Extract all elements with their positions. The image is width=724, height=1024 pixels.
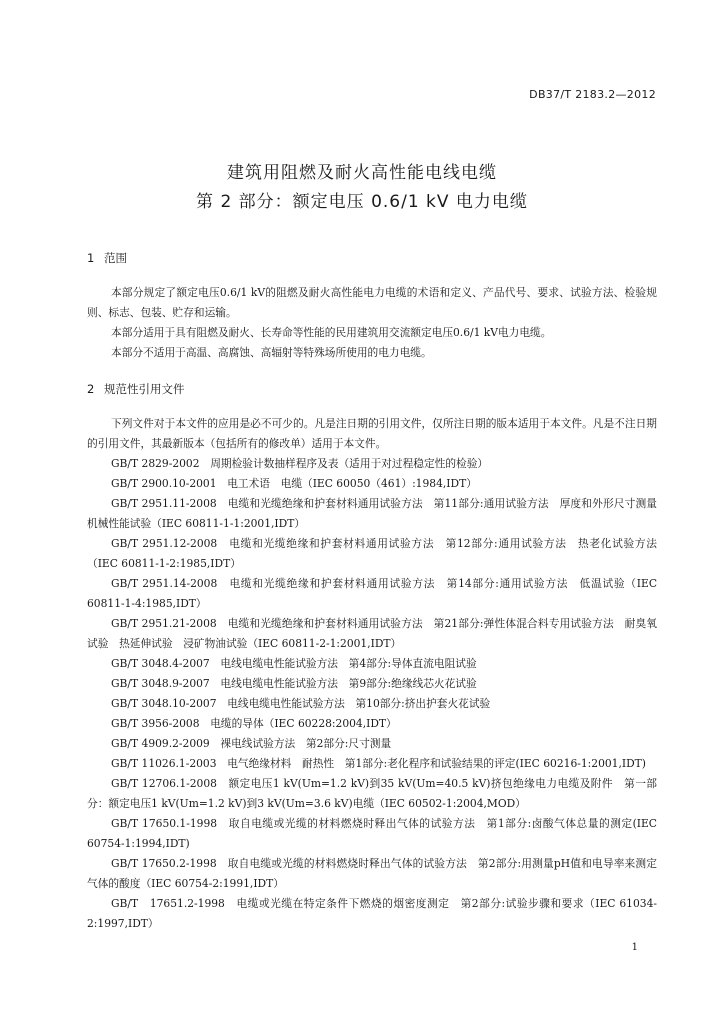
section-number: 1	[87, 251, 95, 265]
section-2-heading	[87, 381, 185, 397]
reference-item: GB/T 2951.12-2008 电缆和光缆绝缘和护套材料通用试验方法 第12部分:通用试验方法 热老化试验方法（IEC 60811-1-2:1985,IDT）	[87, 537, 657, 570]
reference-item: GB/T 4909.2-2009 裸电线试验方法 第2部分:尺寸测量	[111, 737, 392, 750]
reference-item: GB/T 2951.21-2008 电缆和光缆绝缘和护套材料通用试验方法 第21部分:弹性体混合料专用试验方法 耐臭氧试验 热延伸试验 浸矿物油试验（IEC 60811-2-1:2001,IDT）	[87, 617, 657, 650]
reference-item: GB/T 2951.11-2008 电缆和光缆绝缘和护套材料通用试验方法 第11部分:通用试验方法 厚度和外形尺寸测量 机械性能试验（IEC 60811-1-1:2001,IDT）	[87, 497, 668, 530]
reference-item: GB/T 3048.4-2007 电线电缆电性能试验方法 第4部分:导体直流电阻试验	[111, 657, 477, 670]
section-1-heading	[87, 250, 127, 266]
reference-item: GB/T 17651.2-1998 电缆或光缆在特定条件下燃烧的烟密度测定 第2部分:试验步骤和要求（IEC 61034-2:1997,IDT）	[87, 897, 657, 930]
paragraph: 下列文件对于本文件的应用是必不可少的。凡是注日期的引用文件，仅所注日期的版本适用于本文件。凡是不注日期的引用文件，其最新版本（包括所有的修改单）适用于本文件。	[87, 417, 657, 450]
section-number: 2	[87, 382, 95, 396]
reference-item: GB/T 2900.10-2001 电工术语 电缆（IEC 60050（461）:1984,IDT）	[111, 477, 477, 490]
document-title-line-2: 第 2 部分：额定电压 0.6/1 kV 电力电缆	[196, 192, 528, 212]
document-title-line-1: 建筑用阻燃及耐火高性能电线电缆	[227, 163, 497, 183]
reference-item: GB/T 2951.14-2008 电缆和光缆绝缘和护套材料通用试验方法 第14部分:通用试验方法 低温试验（IEC 60811-1-4:1985,IDT）	[87, 577, 657, 610]
reference-item: GB/T 17650.1-1998 取自电缆或光缆的材料燃烧时释出气体的试验方法 第1部分:卤酸气体总量的测定(IEC 60754-1:1994,IDT)	[87, 817, 657, 850]
reference-item: GB/T 12706.1-2008 额定电压1 kV(Um=1.2 kV)到35 kV(Um=40.5 kV)挤包绝缘电力电缆及附件 第一部分：额定电压1 kV(Um=1.2 kV)到3 kV(Um=3.6 kV)电缆（IEC 60502-1:2004,MOD）	[87, 777, 657, 810]
section-1-body	[87, 283, 657, 363]
reference-item: GB/T 17650.2-1998 取自电缆或光缆的材料燃烧时释出气体的试验方法 第2部分:用测量pH值和电导率来测定气体的酸度（IEC 60754-2:1991,IDT）	[87, 857, 657, 890]
reference-item: GB/T 2829-2002 周期检验计数抽样程序及表（适用于对过程稳定性的检验）	[111, 457, 489, 470]
reference-item: GB/T 11026.1-2003 电气绝缘材料 耐热性 第1部分:老化程序和试验结果的评定(IEC 60216-1:2001,IDT)	[111, 757, 646, 770]
paragraph: 本部分规定了额定电压0.6/1 kV的阻燃及耐火高性能电力电缆的术语和定义、产品代号、要求、试验方法、检验规则、标志、包装、贮存和运输。	[87, 286, 657, 319]
section-2-body	[87, 414, 668, 934]
standard-code: DB37/T 2183.2—2012	[529, 88, 656, 101]
page-number: 1	[631, 942, 638, 953]
section-title: 范围	[104, 251, 127, 265]
section-title: 规范性引用文件	[104, 382, 185, 396]
paragraph: 本部分适用于具有阻燃及耐火、长寿命等性能的民用建筑用交流额定电压0.6/1 kV电力电缆。	[111, 326, 552, 339]
reference-item: GB/T 3956-2008 电缆的导体（IEC 60228:2004,IDT）	[111, 717, 397, 730]
reference-item: GB/T 3048.9-2007 电线电缆电性能试验方法 第9部分:绝缘线芯火花试验	[111, 677, 477, 690]
reference-item: GB/T 3048.10-2007 电线电缆电性能试验方法 第10部分:挤出护套火花试验	[111, 697, 491, 710]
paragraph: 本部分不适用于高温、高腐蚀、高辐射等特殊场所使用的电力电缆。	[111, 346, 432, 359]
